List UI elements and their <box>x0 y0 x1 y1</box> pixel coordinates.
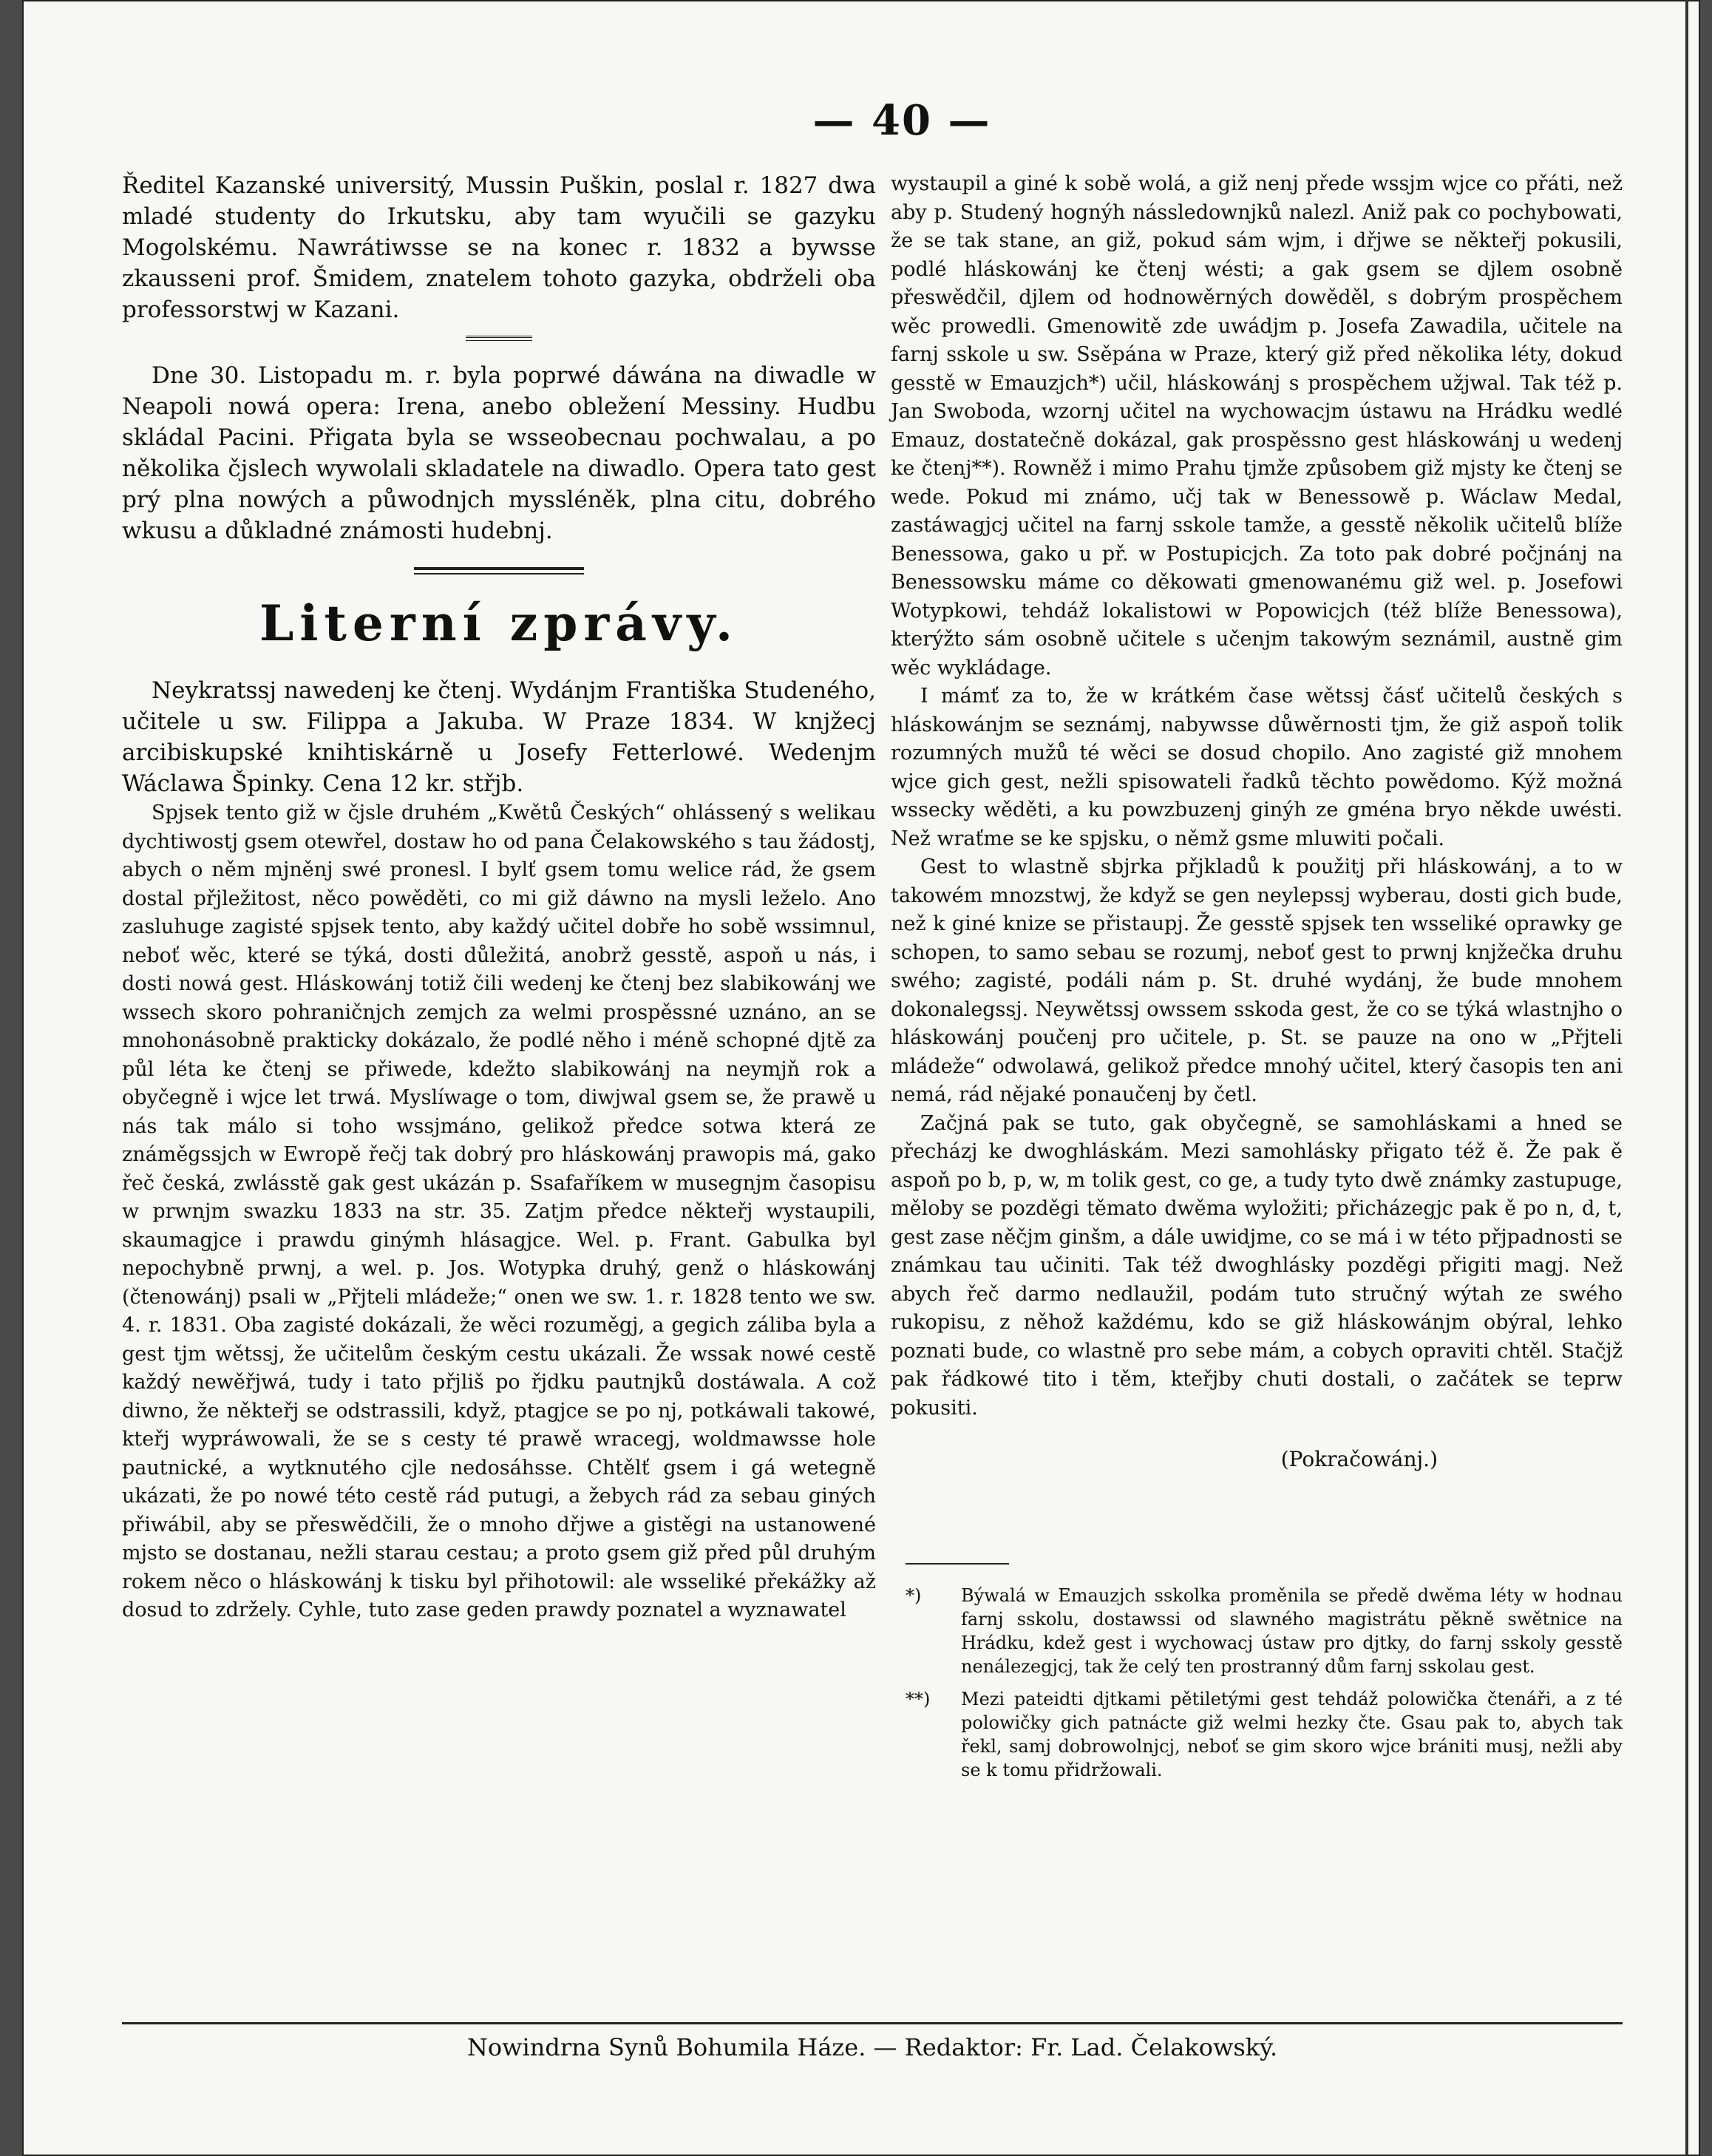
left-column <box>122 170 876 1625</box>
footer-divider <box>122 2022 1623 2024</box>
news-item-kazan: Ředitel Kazanské universitý, Mussin Puškin, poslal r. 1827 dwa mladé studenty do Irkutsku, aby tam wyučili se gazyku Mogolskému. Nawrátiwsse se na konec r. 1832 a bywsse zkausseni prof. Šmidem, znatelem tohoto gazyka, obdrželi oba professorstwj w Kazani. <box>122 172 876 323</box>
news-item-naples-opera: Dne 30. Listopadu m. r. byla poprwé dáwána na diwadle w Neapoli nowá opera: Irena, anebo obležení Messiny. Hudbu skládal Pacini. Přigata byla se wsseobecnau pochwalau, a po několika čjslech wywolali skladatele na diwadlo. Opera tato gest prý plna nowých a půwodnjch myssléněk, plna citu, dobrého wkusu a důkladné známosti hudebnj. <box>122 362 876 544</box>
footnote-1-mark: *) <box>906 1585 922 1607</box>
heading-divider <box>414 567 584 574</box>
footnote-2-text: Mezi pateidti djtkami pětiletými gest tehdáž polowička čtenáři, a z té polowičky gich patnácte giž welmi hezky čte. Gsau pak to, abych tak řekl, samj dobrowolnjcj, neboť se gim skoro wjce brániti musj, nežli aby se k tomu přidržowali. <box>961 1689 1623 1781</box>
footnote-1 <box>891 1584 1623 1678</box>
section-divider <box>466 336 532 341</box>
footnote-1-text: Býwalá w Emauzjch sskolka proměnila se předě dwěma léty w hodnau farnj sskolu, dostawssi od slawného magistrátu pěkně swětnice na Hrádku, kdež gest i wychowacj ústaw pro djtky, do farnj sskoly gesstě nenálezegjcj, tak že celý ten prostranný dům farnj sskolau gest. <box>961 1585 1623 1678</box>
footnote-2 <box>891 1687 1623 1782</box>
review-paragraph-4: Začjná pak se tuto, gak obyčegně, se samohláskami a hned se přecházj ke dwoghláskám. Mezi samohlásky přigato též ě. Že pak ě aspoň po b, p, w, m tolik gest, co ge, a tudy tyto dwě známky zastupuge, měloby se pozděgi těmato dwěma wyložiti; přicházegjc pak ě po n, d, t, gest zase něčjm ginšm, a dále uwidjme, co se má i w této přjpadnosti se známkau tau učiniti. Tak též dwoghlásky pozděgi přigiti magj. Než abych řeč darmo nedlaužil, podám tuto stručný wýtah ze swého rukopisu, z něhož každému, kdo se giž hláskowánjm obýral, lehko poznati bude, co wlastně pro sebe mám, a cobych opraviti chtěl. Stačjž pak řádkowé tito i těm, kteřjby chuti dostali, o začátek se teprw pokusiti. <box>891 1111 1623 1420</box>
book-title: Neykratssj nawedenj ke čtenj. Wydánjm Františka Studeného, učitele u sw. Filippa a Jakuba. W Praze 1834. W knjžecj arcibiskupské knihtiskárně u Josefy Fetterlowé. Wedenjm Wáclawa Špinky. Cena 12 kr. střjb. <box>122 677 876 797</box>
review-continuation: wystaupil a giné k sobě wolá, a giž nenj přede wssjm wjce co přáti, než aby p. Studený hognýh nássledownjků nalezl. Aniž pak co pochybowati, že se tak stane, an giž, pokud sám wjm, i dřjwe se někteřj pokusili, podlé hláskowánj ke čtenj wésti; a gak gsem se djlem osobně přeswědčil, djlem od hodnowěrných dowěděl, s dobrým prospěchem wěc prowedli. Gmenowitě zde uwádjm p. Josefa Zawadila, učitele na farnj sskole u sw. Ssěpána w Praze, který giž před několika léty, dokud gesstě w Emauzjch*) učil, hláskowánj s prospěchem užjwal. Tak též p. Jan Swoboda, wzornj učitel na wychowacjm ústawu na Hrádku wedlé Emauz, dostatečně dokázal, gak prospěssno gest hláskowánj u wedenj ke čtenj**). Rowněž i mimo Prahu tjmže způsobem giž mjsty ke čtenj se wede. Pokud mi známo, učj tak w Benessowě p. Wáclaw Medal, zastáwagjcj učitel na farnj sskole tamže, a gesstě několik učitelů blíže Benessowa, gako u př. w Postupicjch. Za toto pak dobré počjnánj na Benessowsku máme co děkowati gmenowanému giž wel. p. Josefowi Wotypkowi, tehdáž lokalistowi w Popowicjch (též blíže Benessowa), kterýžto sám osobně učitele s učenjm takowým seznámil, austně gim wěc wykládage. <box>891 172 1623 679</box>
right-column <box>891 170 1623 1791</box>
review-paragraph-2: I mámť za to, že w krátkém čase wětssj čásť učitelů českých s hláskowánjm se seznámj, nabywsse důwěrnosti tjm, že giž aspoň tolik rozumných mužů té wěci se dosud chopilo. Ano zagisté giž mnohem wjce gich gest, nežli spisowateli řadků těchto powědomo. Kýž možná wssecky wěděti, a ku powzbuzenj ginýh ze gména bryo někde uwésti. Než wraťme se ke spjsku, o němž gsme mluwiti počali. <box>891 685 1623 850</box>
footnote-divider <box>906 1563 1009 1565</box>
continued-note: (Pokračowánj.) <box>1280 1447 1438 1471</box>
review-text: Spjsek tento giž w čjsle druhém „Kwětů Českých“ ohlássený s welikau dychtiwostj gsem otewřel, dostaw ho od pana Čelakowského s tau žádostj, abych o něm mjněnj swé pronesl. I bylť gsem tomu welice rád, že gsem dostal přjležitost, něco powěděti, co mi giž dáwno na mysli leželo. Ano zasluhuge zagisté spjsek tento, aby každý učitel dobře ho sobě wssimnul, neboť wěc, které se týká, dosti důležitá, anobrž gesstě, aspoň u nás, i dosti nowá gest. Hláskowánj totiž čili wedenj ke čtenj bez slabikowánj we wssech skoro pohraničnjch zemjch za welmi prospěssné uznáno, an se mnohonásobně prakticky dokázalo, že podlé něho i méně schopné djtě za půl léta ke čtenj se přiwede, kdežto slabikowánj na neymjň rok a obyčegně i wjce let trwá. Myslíwage o tom, diwjwal gsem se, že prawě u nás tak málo si toho wssjmáno, gelikož předce sotwa která ze známěgssjch w Ewropě řečj tak dobrý pro hláskowánj prawopis má, gako řeč česká, zwlásstě gak gest ukázán p. Ssafaříkem w musegnjm časopisu w prwnjm swazku 1833 na str. 35. Zatjm předce někteřj wystaupili, skaumagjce i prawdu ginýmh hlásagjce. Wel. p. Frant. Gabulka byl nepochybně prwnj, a wel. p. Jos. Wotypka druhý, genž o hláskowánj (čtenowánj) psali w „Přjteli mládeže;“ onen we sw. 1. r. 1828 tento we sw. 4. r. 1831. Oba zagisté dokázali, že wěci rozuměgj, a gegich záliba byla a gest tjm wětssj, že učitelům českým cestu ukázali. Že wssak nowé cestě každý newěřjwá, tudy i tato přjliš po řjdku pautnjků dostáwala. A což diwno, že někteřj se odstrassili, když, ptagjce se po nj, potkáwali takowé, kteřj wypráwowali, že se s cesty té prawě wracegj, woldmawsse hole pautnické, a wytknutého cjle nedosáhsse. Chtělť gsem i gá wetegně ukázati, že po nowé této cestě rád putugi, a žebych rád za sebau giných přiwábil, aby se přeswědčili, že o mnoho dřjwe a gistěgi na ustanowené mjsto se dostanau, nežli starau cestau; a proto gsem giž před půl druhým rokem něco o hláskowánj k tisku byl přihotowil: ale wsseliké překážky až dosud to zdržely. Cyhle, tuto zase geden prawdy poznatel a wyznawatel <box>122 801 876 1621</box>
page-number: — 40 — <box>812 96 991 145</box>
footnote-2-mark: **) <box>906 1689 931 1710</box>
imprint-footer: Nowindrna Synů Bohumila Háze. — Redaktor: Fr. Lad. Čelakowský. <box>466 2033 1278 2061</box>
page-edge <box>1685 0 1688 2156</box>
review-paragraph-3: Gest to wlastně sbjrka přjkladů k použitj při hláskowánj, a to w takowém mnozstwj, že když se gen neylepssj wyberau, dosti gich bude, než k giné knize se přistaupj. Že gesstě spjsek ten wsseliké oprawky ge schopen, to samo sebau se rozumj, neboť gest to prwnj knjžečka druhu swého; zagisté, podáli nám p. St. druhé wydánj, že bude mnohem dokonalegssj. Neywětssj owssem sskoda gest, že co se týká wlastnjho o hláskowánj poučenj pro učitele, p. St. se pauze na ono w „Přjteli mládeže“ odwolawá, gelikož předce mnohý učitel, který časopis ten ani nemá, rád nějaké ponaučenj by četl. <box>891 855 1623 1106</box>
section-heading: Literní zprávy. <box>259 594 739 652</box>
newspaper-page <box>22 0 1700 2156</box>
